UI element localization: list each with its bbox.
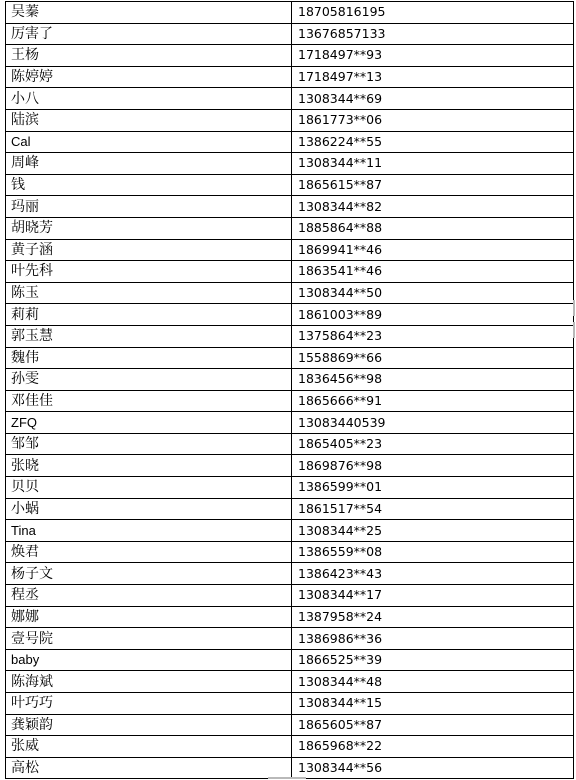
table-row	[6, 390, 574, 412]
table-row	[6, 714, 574, 736]
table-row	[6, 541, 574, 563]
table-row	[6, 433, 574, 455]
table-row	[6, 520, 574, 542]
contact-name-cell[interactable]: 胡晓芳	[6, 217, 292, 239]
table-row	[6, 325, 574, 347]
contact-name-cell[interactable]: 郭玉慧	[6, 325, 292, 347]
contact-phone-cell[interactable]: 1865615**87	[292, 174, 574, 196]
contact-phone-cell[interactable]: 1718497**13	[292, 66, 574, 88]
contact-name-cell[interactable]: 周峰	[6, 153, 292, 175]
table-row	[6, 217, 574, 239]
contact-phone-cell[interactable]: 1865405**23	[292, 433, 574, 455]
contact-phone-cell[interactable]: 1861003**89	[292, 304, 574, 326]
resize-handle[interactable]	[573, 322, 575, 338]
contact-name-cell[interactable]: 壹号院	[6, 628, 292, 650]
contact-name-cell[interactable]: 杨子文	[6, 563, 292, 585]
contact-phone-cell[interactable]: 1308344**17	[292, 585, 574, 607]
contact-phone-cell[interactable]: 1718497**93	[292, 45, 574, 67]
contact-phone-cell[interactable]: 1865968**22	[292, 736, 574, 758]
contact-phone-cell[interactable]: 1386986**36	[292, 628, 574, 650]
table-row	[6, 585, 574, 607]
resize-handle[interactable]	[573, 300, 575, 316]
table-row	[6, 369, 574, 391]
contact-name-cell[interactable]: 小八	[6, 88, 292, 110]
table-row	[6, 498, 574, 520]
contact-name-cell[interactable]: 玛丽	[6, 196, 292, 218]
table-row	[6, 693, 574, 715]
table-row	[6, 347, 574, 369]
contact-phone-cell[interactable]: 1386423**43	[292, 563, 574, 585]
table-row	[6, 88, 574, 110]
contact-name-cell[interactable]: 莉莉	[6, 304, 292, 326]
contact-phone-cell[interactable]: 1863541**46	[292, 261, 574, 283]
table-row	[6, 304, 574, 326]
contact-name-cell[interactable]: Cal	[6, 131, 292, 153]
contact-phone-cell[interactable]: 1308344**15	[292, 693, 574, 715]
contact-name-cell[interactable]: 黄子涵	[6, 239, 292, 261]
contact-phone-cell[interactable]: 1387958**24	[292, 606, 574, 628]
contact-name-cell[interactable]: 邹邹	[6, 433, 292, 455]
contact-name-cell[interactable]: 叶巧巧	[6, 693, 292, 715]
contact-name-cell[interactable]: Tina	[6, 520, 292, 542]
contact-name-cell[interactable]: 高松	[6, 757, 292, 779]
table-row	[6, 196, 574, 218]
contact-phone-cell[interactable]: 1308344**50	[292, 282, 574, 304]
contact-name-cell[interactable]: 钱	[6, 174, 292, 196]
table-row	[6, 412, 574, 434]
contact-name-cell[interactable]: 龚颖韵	[6, 714, 292, 736]
table-row	[6, 239, 574, 261]
contact-phone-cell[interactable]: 1861773**06	[292, 109, 574, 131]
contact-name-cell[interactable]: ZFQ	[6, 412, 292, 434]
table-row	[6, 606, 574, 628]
contact-name-cell[interactable]: 小蜗	[6, 498, 292, 520]
table-row	[6, 23, 574, 45]
table-row	[6, 174, 574, 196]
contact-phone-cell[interactable]: 1865605**87	[292, 714, 574, 736]
contact-phone-cell[interactable]: 1308344**82	[292, 196, 574, 218]
contact-phone-cell[interactable]: 1865666**91	[292, 390, 574, 412]
table-row	[6, 131, 574, 153]
table-row	[6, 2, 574, 24]
contact-phone-cell[interactable]: 1386224**55	[292, 131, 574, 153]
contact-phone-cell[interactable]: 13083440539	[292, 412, 574, 434]
contact-phone-cell[interactable]: 1861517**54	[292, 498, 574, 520]
contact-name-cell[interactable]: 张威	[6, 736, 292, 758]
contact-phone-cell[interactable]: 1308344**48	[292, 671, 574, 693]
contact-table	[5, 1, 574, 779]
table-row	[6, 455, 574, 477]
table-row	[6, 671, 574, 693]
contact-phone-cell[interactable]: 1836456**98	[292, 369, 574, 391]
contact-name-cell[interactable]: 程丞	[6, 585, 292, 607]
contact-phone-cell[interactable]: 1375864**23	[292, 325, 574, 347]
contact-phone-cell[interactable]: 1308344**56	[292, 757, 574, 779]
contact-phone-cell[interactable]: 1869941**46	[292, 239, 574, 261]
contact-name-cell[interactable]: 陈玉	[6, 282, 292, 304]
table-row	[6, 282, 574, 304]
contact-name-cell[interactable]: 孙雯	[6, 369, 292, 391]
contact-name-cell[interactable]: 邓佳佳	[6, 390, 292, 412]
contact-name-cell[interactable]: 吴蓁	[6, 2, 292, 24]
contact-name-cell[interactable]: 陈婷婷	[6, 66, 292, 88]
table-row	[6, 153, 574, 175]
contact-name-cell[interactable]: 陆滨	[6, 109, 292, 131]
table-row	[6, 563, 574, 585]
table-row	[6, 628, 574, 650]
contact-phone-cell[interactable]: 1308344**69	[292, 88, 574, 110]
contact-phone-cell[interactable]: 1308344**25	[292, 520, 574, 542]
contact-phone-cell[interactable]: 1386599**01	[292, 477, 574, 499]
contact-phone-cell[interactable]: 1869876**98	[292, 455, 574, 477]
contact-phone-cell[interactable]: 1558869**66	[292, 347, 574, 369]
table-row	[6, 649, 574, 671]
contact-name-cell[interactable]: 贝贝	[6, 477, 292, 499]
table-row	[6, 261, 574, 283]
contact-name-cell[interactable]: 魏伟	[6, 347, 292, 369]
table-row	[6, 45, 574, 67]
contact-table-body	[6, 2, 574, 779]
contact-name-cell[interactable]: baby	[6, 649, 292, 671]
table-row	[6, 66, 574, 88]
contact-phone-cell[interactable]: 13676857133	[292, 23, 574, 45]
table-row	[6, 757, 574, 779]
contact-phone-cell[interactable]: 1885864**88	[292, 217, 574, 239]
contact-phone-cell[interactable]: 1308344**11	[292, 153, 574, 175]
contact-phone-cell[interactable]: 1386559**08	[292, 541, 574, 563]
contact-name-cell[interactable]: 厉害了	[6, 23, 292, 45]
table-row	[6, 109, 574, 131]
table-row	[6, 736, 574, 758]
contact-name-cell[interactable]: 张晓	[6, 455, 292, 477]
table-row	[6, 477, 574, 499]
contact-phone-cell[interactable]: 1866525**39	[292, 649, 574, 671]
contact-name-cell[interactable]: 陈海斌	[6, 671, 292, 693]
contact-name-cell[interactable]: 娜娜	[6, 606, 292, 628]
contact-name-cell[interactable]: 叶先科	[6, 261, 292, 283]
contact-phone-cell[interactable]: 18705816195	[292, 2, 574, 24]
contact-name-cell[interactable]: 王杨	[6, 45, 292, 67]
page-break-marker	[268, 777, 306, 779]
contact-name-cell[interactable]: 焕君	[6, 541, 292, 563]
